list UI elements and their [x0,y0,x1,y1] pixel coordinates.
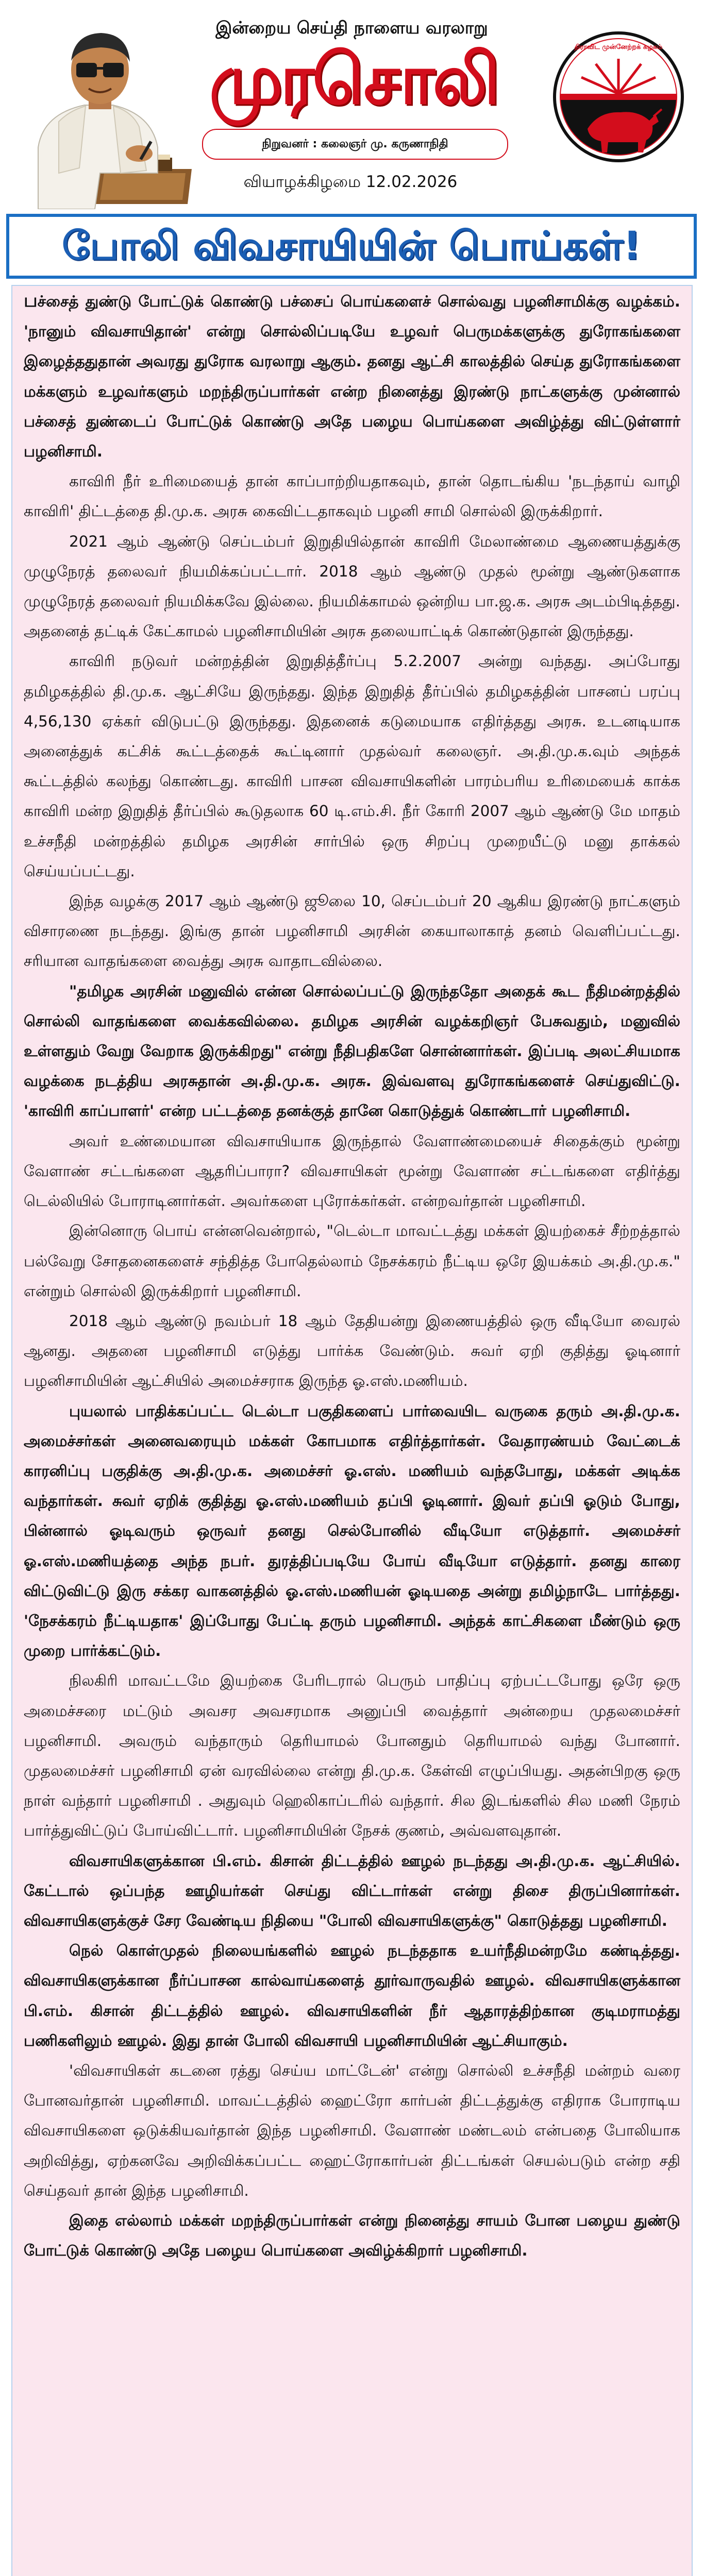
article-paragraph-9: 2018 ஆம் ஆண்டு நவம்பர் 18 ஆம் தேதியன்று இணையத்தில் ஒரு வீடியோ வைரல் ஆனது. அதனை பழனிசாமி எடுத்து பார்க்க வேண்டும். சுவர் ஏறி குதித்து ஓடினார் பழனிசாமியின் ஆட்சியில் அமைச்சராக இருந்த ஓ.எஸ்.மணியம். [24,1312,680,1390]
article-paragraph-4: காவிரி நடுவர் மன்றத்தின் இறுதித்தீர்ப்பு 5.2.2007 அன்று வந்தது. அப்போது தமிழகத்தில் தி.மு.க. ஆட்சியே இருந்தது. இந்த இறுதித் தீர்ப்பில் தமிழகத்தின் பாசனப் பரப்பு 4,56,130 ஏக்கர் விடுபட்டு இருந்தது. இதனைக் கடுமையாக எதிர்த்தது அரசு. உடனடியாக அனைத்துக் கட்சிக் கூட்டத்தைக் கூட்டினார் முதல்வர் கலைஞர். அ.தி.மு.க.வும் அந்தக் கூட்டத்தில் கலந்து கொண்டது. காவிரி பாசன விவசாயிகளின் பாரம்பரிய உரிமையைக் காக்க காவிரி மன்ற இறுதித் தீர்ப்பில் கூடுதலாக 60 டி.எம்.சி. நீர் கோரி 2007 ஆம் ஆண்டு மே மாதம் உச்சநீதி மன்றத்தில் தமிழக அரசின் சார்பில் ஒரு சிறப்பு முறையீட்டு மனு தாக்கல் செய்யப்பட்டது. [24,652,680,880]
article-paragraph-3: 2021 ஆம் ஆண்டு செப்டம்பர் இறுதியில்தான் காவிரி மேலாண்மை ஆணையத்துக்கு முழுநேரத் தலைவர் நியமிக்கப்பட்டார். 2018 ஆம் ஆண்டு முதல் மூன்று ஆண்டுகளாக முழுநேரத் தலைவர் நியமிக்கவே இல்லை. நியமிக்காமல் ஒன்றிய பா.ஜ.க. அரசு அடம்பிடித்தது. அதனைத் தட்டிக் கேட்காமல் பழனிசாமியின் அரசு தலையாட்டிக் கொண்டுதான் இருந்தது. [24,532,680,640]
founder-line: நிறுவனர் : கலைஞர் மு. கருணாநிதி [202,129,508,160]
article-paragraph-7: அவர் உண்மையான விவசாயியாக இருந்தால் வேளாண்மையைச் சிதைக்கும் மூன்று வேளாண் சட்டங்களை ஆதரிப்பாரா? விவசாயிகள் மூன்று வேளாண் சட்டங்களை எதிர்த்து டெல்லியில் போராடினார்கள். அவர்களை புரோக்கர்கள். என்றவர்தான் பழனிசாமி. [24,1132,680,1210]
party-emblem [551,26,685,167]
founder-portrait [23,19,193,209]
emblem-caption: திராவிட முன்னேற்றக் கழகம் [574,43,663,51]
article-body [11,285,693,2576]
article-paragraph-2: காவிரி நீர் உரிமையைத் தான் காப்பாற்றியதாகவும், தான் தொடங்கிய 'நடந்தாய் வாழி காவிரி' திட்டத்தை தி.மு.க. அரசு கைவிட்டதாகவும் பழனி சாமி சொல்லி இருக்கிறார். [24,472,680,520]
article-paragraph-14: 'விவசாயிகள் கடனை ரத்து செய்ய மாட்டேன்' என்று சொல்லி உச்சநீதி மன்றம் வரை போனவர்தான் பழனிசாமி. மாவட்டத்தில் ஹைட்ரோ கார்பன் திட்டத்துக்கு எதிராக போராடிய விவசாயிகளை ஒடுக்கியவர்தான் இந்த பழனிசாமி. வேளாண் மண்டலம் என்பதை போலியாக அறிவித்து, ஏற்கனவே அறிவிக்கப்பட்ட ஹைட்ரோகார்பன் திட்டங்கள் செயல்படும் என்ற சதி செய்தவர் தான் இந்த பழனிசாமி. [24,2061,680,2199]
article-paragraph-13: நெல் கொள்முதல் நிலையங்களில் ஊழல் நடந்ததாக உயர்நீதிமன்றமே கண்டித்தது. விவசாயிகளுக்கான நீர்ப்பாசன கால்வாய்களைத் தூர்வாருவதில் ஊழல். விவசாயிகளுக்கான பி.எம். கிசான் திட்டத்தில் ஊழல். விவசாயிகளின் நீர் ஆதாரத்திற்கான குடிமராமத்து பணிகளிலும் ஊழல். இது தான் போலி விவசாயி பழனிசாமியின் ஆட்சியாகும். [24,1942,680,2049]
founder-portrait-illustration [23,19,193,209]
article-paragraph-12: விவசாயிகளுக்கான பி.எம். கிசான் திட்டத்தில் ஊழல் நடந்தது அ.தி.மு.க. ஆட்சியில். கேட்டால் ஒப்பந்த ஊழியர்கள் செய்து விட்டார்கள் என்று திசை திருப்பினார்கள். விவசாயிகளுக்குச் சேர வேண்டிய நிதியை "போலி விவசாயிகளுக்கு" கொடுத்தது பழனிசாமி. [24,1852,680,1929]
article-paragraph-1 [24,286,680,466]
article-paragraph-11: நிலகிரி மாவட்டமே இயற்கை பேரிடரால் பெரும் பாதிப்பு ஏற்பட்டபோது ஒரே ஒரு அமைச்சரை மட்டும் அவசர அவசரமாக அனுப்பி வைத்தார் அன்றைய முதலமைச்சர் பழனிசாமி. அவரும் வந்தாரும் தெரியாமல் போனதும் தெரியாமல் வந்து போனார். முதலமைச்சர் பழனிசாமி ஏன் வரவில்லை என்று தி.மு.க. கேள்வி எழுப்பியது. அதன்பிறகு ஒரு நாள் வந்தார் பழனிசாமி . அதுவும் ஹெலிகாப்டரில் வந்தார். சில இடங்களில் சில மணி நேரம் பார்த்துவிட்டுப் போய்விட்டார். பழனிசாமியின் நேசக் குணம், அவ்வளவுதான். [24,1672,680,1840]
headline: போலி விவசாயியின் பொய்கள்! [62,223,641,268]
drop-cap: ப [24,290,38,311]
article-paragraph-10: புயலால் பாதிக்கப்பட்ட டெல்டா பகுதிகளைப் பார்வையிட வருகை தரும் அ.தி.மு.க. அமைச்சர்கள் அனைவரையும் மக்கள் கோபமாக எதிர்த்தார்கள். வேதாரண்யம் வேட்டைக் காரனிப்பு பகுதிக்கு அ.தி.மு.க. அமைச்சர் ஓ.எஸ். மணியம் வந்தபோது, மக்கள் அடிக்க வந்தார்கள். சுவர் ஏறிக் குதித்து ஓ.எஸ்.மணியம் தப்பி ஓடினார். இவர் தப்பி ஓடும் போது, பின்னால் ஓடிவரும் ஒருவர் தனது செல்போனில் வீடியோ எடுத்தார். அமைச்சர் ஓ.எஸ்.மணியத்தை அந்த நபர். துரத்திப்படியே போய் வீடியோ எடுத்தார். தனது காரை விட்டுவிட்டு இரு சக்கர வாகனத்தில் ஓ.எஸ்.மணியன் ஓடியதை அன்று தமிழ்நாடே பார்த்தது. 'நேசக்கரம் நீட்டியதாக' இப்போது பேட்டி தரும் பழனிசாமி. அந்தக் காட்சிகளை மீண்டும் ஒரு முறை பார்க்கட்டும். [24,1402,680,1660]
article-paragraph-15: இதை எல்லாம் மக்கள் மறந்திருப்பார்கள் என்று நினைத்து சாயம் போன பழைய துண்டு போட்டுக் கொண்டு அதே பழைய பொய்களை அவிழ்க்கிறார் பழனிசாமி. [24,2212,680,2260]
article-paragraph-8: இன்னொரு பொய் என்னவென்றால், "டெல்டா மாவட்டத்து மக்கள் இயற்கைச் சீற்றத்தால் பல்வேறு சோதனைகளைச் சந்தித்த போதெல்லாம் நேசக்கரம் நீட்டிய ஒரே இயக்கம் அ.தி.மு.க." என்றும் சொல்லி இருக்கிறார் பழனிசாமி. [24,1222,680,1300]
masthead-tagline: இன்றைய செய்தி நாளைய வரலாறு [215,18,488,38]
headline-box [6,214,697,279]
newspaper-logo: முரசொலி [209,39,498,120]
masthead [0,0,704,268]
article-paragraph-6: "தமிழக அரசின் மனுவில் என்ன சொல்லப்பட்டு இருந்ததோ அதைக் கூட நீதிமன்றத்தில் சொல்லி வாதங்களை வைக்கவில்லை. தமிழக அரசின் வழக்கறிஞர் பேசுவதும், மனுவில் உள்ளதும் வேறு வேறாக இருக்கிறது" என்று நீதிபதிகளே சொன்னார்கள். இப்படி அலட்சியமாக வழக்கை நடத்திய அரசுதான் அ.தி.மு.க. அரசு. இவ்வளவு துரோகங்களைச் செய்துவிட்டு. 'காவிரி காப்பாளர்' என்ற பட்டத்தை தனக்குத் தானே கொடுத்துக் கொண்டார் பழனிசாமி. [24,982,680,1120]
paragraph-text: ச்சைத் துண்டு போட்டுக் கொண்டு பச்சைப் பொய்களைச் சொல்வது பழனிசாமிக்கு வழக்கம். 'நானும் விவசாயிதான்' என்று சொல்லிப்படியே உழவர் பெருமக்களுக்கு துரோகங்களை இழைத்ததுதான் அவரது துரோக வரலாறு ஆகும். தனது ஆட்சி காலத்தில் செய்த துரோகங்களை மக்களும் உழவர்களும் மறந்திருப்பார்கள் என்ற நினைத்து இரண்டு நாட்களுக்கு முன்னால் பச்சைத் துண்டைப் போட்டுக் கொண்டு அதே பழைய பொய்களை அவிழ்த்து விட்டுள்ளார் பழனிசாமி. [24,293,680,461]
article-paragraph-5: இந்த வழக்கு 2017 ஆம் ஆண்டு ஜூலை 10, செப்டம்பர் 20 ஆகிய இரண்டு நாட்களும் விசாரணை நடந்தது. இங்கு தான் பழனிசாமி அரசின் கையாலாகாத் தனம் வெளிப்பட்டது. சரியான வாதங்களை வைத்து அரசு வாதாடவில்லை. [24,892,680,970]
publication-date: வியாழக்கிழமை 12.02.2026 [243,173,458,191]
